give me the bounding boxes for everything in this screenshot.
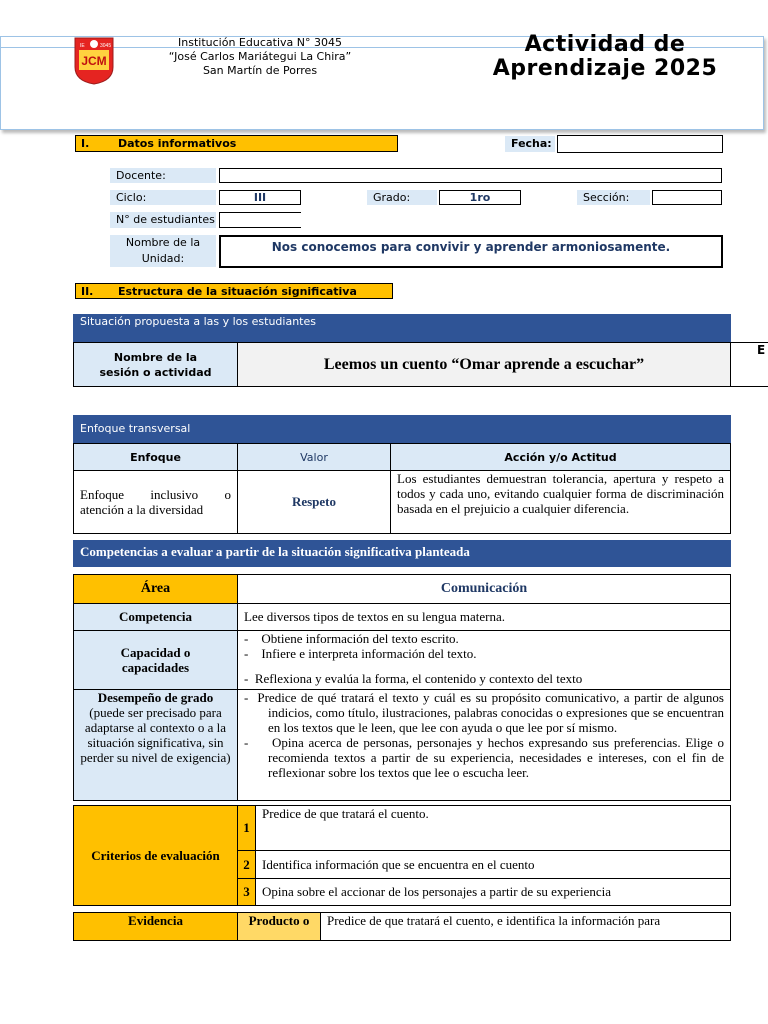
section-1-number: I. <box>81 137 90 150</box>
criteria-text-1: Predice de que tratará el cuento. <box>256 806 731 851</box>
capacidad-label <box>74 631 238 690</box>
criteria-text-2: Identifica información que se encuentra en el cuento <box>256 851 731 879</box>
competencia-value: Lee diversos tipos de textos en su lengua materna. <box>238 604 731 631</box>
criteria-label: Criterios de evaluación <box>74 806 238 906</box>
transversal-header: Enfoque transversal <box>73 415 731 443</box>
col-accion: Acción y/o Actitud <box>391 444 731 471</box>
section-1-bar <box>75 135 398 152</box>
situation-table <box>73 342 731 387</box>
students-field[interactable] <box>219 212 301 228</box>
competencies-header: Competencias a evaluar a partir de la situación significativa planteada <box>73 540 731 567</box>
capacidades-list <box>238 631 731 690</box>
col-valor: Valor <box>238 444 391 471</box>
desempenos-list <box>238 690 731 801</box>
title-line-2: Aprendizaje 2025 <box>492 56 718 81</box>
section-2-title: Estructura de la situación significativa <box>118 285 357 298</box>
area-value: Comunicación <box>238 575 731 604</box>
capacidad-item: - Obtiene información del texto escrito. <box>244 631 459 646</box>
criteria-num-2: 2 <box>238 851 256 879</box>
evidence-table <box>73 912 731 941</box>
logo-right-text: 3045 <box>100 43 112 49</box>
enfoque-value: Enfoque inclusivo o atención a la diversidad <box>74 471 238 534</box>
valor-value: Respeto <box>238 471 391 534</box>
session-label-line-2: sesión o actividad <box>99 365 212 379</box>
section-label: Sección: <box>577 190 650 205</box>
product-label: Producto o <box>238 913 321 941</box>
capacidad-item: - Infiere e interpreta información del texto. <box>244 646 477 661</box>
teacher-label: Docente: <box>110 168 216 183</box>
evidence-label: Evidencia <box>74 913 238 941</box>
school-district: San Martín de Porres <box>202 64 318 77</box>
session-name: Leemos un cuento “Omar aprende a escuchar” <box>238 343 731 387</box>
date-field[interactable] <box>557 135 723 153</box>
capacidad-item: - Reflexiona y evalúa la forma, el contenido y contexto del texto <box>244 671 583 686</box>
desempeno-title: Desempeño de grado <box>97 690 214 705</box>
criteria-text-3: Opina sobre el accionar de los personajes a partir de su experiencia <box>256 879 731 906</box>
transversal-table <box>73 443 731 534</box>
section-2-bar <box>75 283 393 299</box>
teacher-field[interactable] <box>219 168 722 183</box>
col-enfoque: Enfoque <box>74 444 238 471</box>
overflow-letter: E <box>757 343 766 357</box>
cycle-label: Ciclo: <box>110 190 216 205</box>
competencies-table <box>73 574 731 801</box>
grade-field[interactable]: 1ro <box>439 190 521 205</box>
school-name: Institución Educativa N° 3045 <box>178 36 342 49</box>
students-label: N° de estudiantes <box>110 212 216 228</box>
criteria-table <box>73 805 731 906</box>
unit-field[interactable]: Nos conocemos para convivir y aprender armoniosamente. <box>219 235 723 268</box>
criteria-num-1: 1 <box>238 806 256 851</box>
section-2-number: II. <box>81 285 94 298</box>
page-title <box>470 33 740 81</box>
criteria-num-3: 3 <box>238 879 256 906</box>
unit-label-line-1: Nombre de la <box>125 236 201 249</box>
school-logo <box>74 37 114 85</box>
area-label: Área <box>74 575 238 604</box>
desempeno-item: - Opina acerca de personas, personajes y hechos expresando sus preferencias. Elige o recomienda textos a partir de su experiencia, necesidades e intereses, con el fin de reflexionar sobre los textos que lee o escucha leer. <box>244 735 724 780</box>
section-field[interactable] <box>652 190 722 205</box>
desempeno-label <box>74 690 238 801</box>
desempeno-item: - Predice de qué tratará el texto y cuál es su propósito comunicativo, a partir de algunos indicios, como título, ilustraciones, palabras conocidas o expresiones que se encuentran en los textos que le leen, que lee con ayuda o que lee por sí mismo. <box>244 690 724 735</box>
school-info <box>110 36 410 78</box>
unit-label-line-2: Unidad: <box>141 252 185 265</box>
cycle-field[interactable]: III <box>219 190 301 205</box>
logo-left-text: IE <box>80 43 85 49</box>
title-line-1: Actividad de <box>524 32 686 57</box>
session-label <box>74 343 238 387</box>
date-label: Fecha: <box>505 136 555 152</box>
accion-value: Los estudiantes demuestran tolerancia, apertura y respeto a todos y cada uno, evitando cualquier forma de discriminación basada en el prejuicio a cualquier diferencia. <box>391 471 731 534</box>
evidence-value: Predice de que tratará el cuento, e identifica la información para <box>321 913 731 941</box>
session-label-line-1: Nombre de la <box>113 350 198 364</box>
grade-label: Grado: <box>367 190 437 205</box>
section-1-title: Datos informativos <box>118 137 237 150</box>
unit-label <box>110 235 216 267</box>
capacidad-label-line-1: Capacidad o <box>120 645 191 660</box>
situation-header: Situación propuesta a las y los estudiantes <box>73 314 731 342</box>
capacidad-label-line-2: capacidades <box>121 660 190 675</box>
logo-letters: JCM <box>81 54 107 68</box>
school-patron: “José Carlos Mariátegui La Chira” <box>168 50 352 63</box>
desempeno-note: (puede ser precisado para adaptarse al contexto o a la situación significativa, sin perder su nivel de exigencia) <box>80 705 231 765</box>
competencia-label: Competencia <box>74 604 238 631</box>
